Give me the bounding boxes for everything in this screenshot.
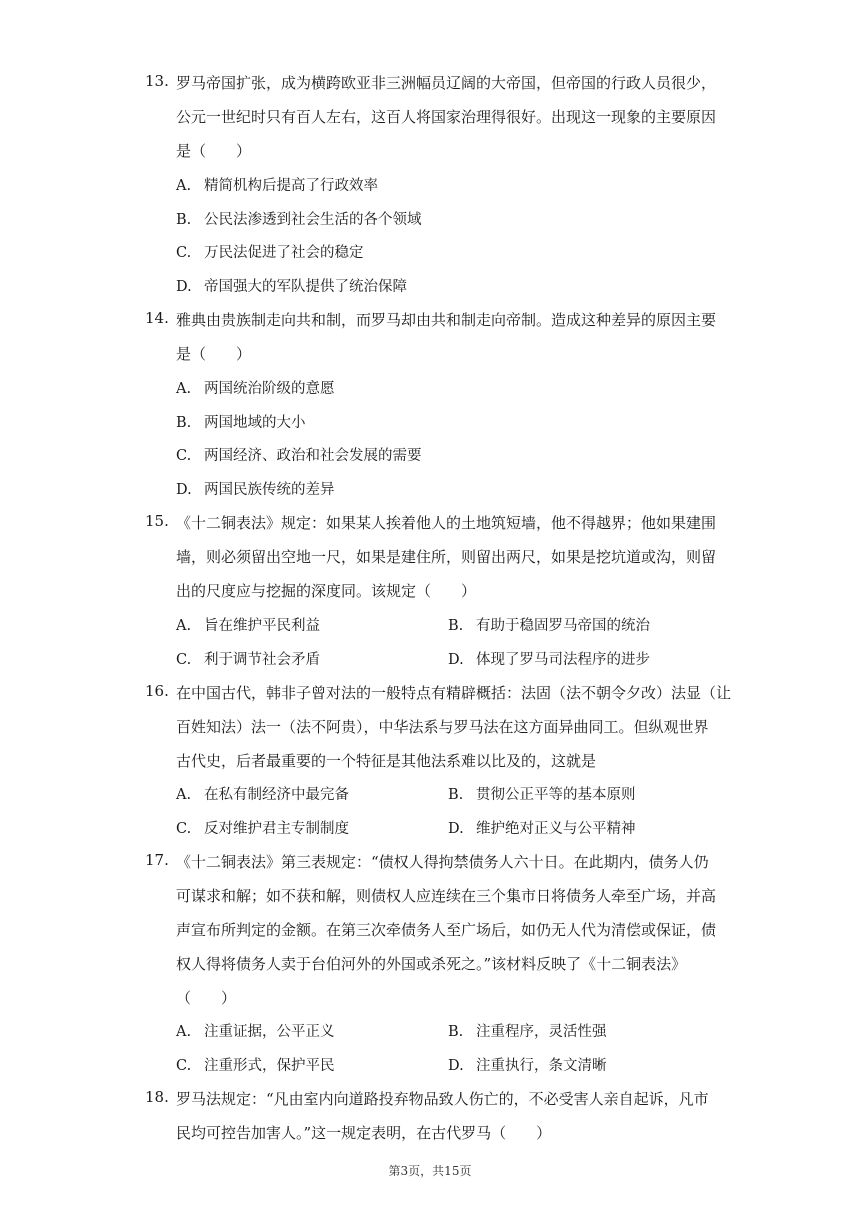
question-number: 13. — [145, 72, 169, 90]
option-a: A. 在私有制经济中最完备 — [176, 787, 349, 803]
question-stem-line: 民均可控告加害人。”这一规定表明，在古代罗马（ ） — [176, 1124, 552, 1142]
question-stem-line: 墙，则必须留出空地一尺，如果是建住所，则留出两尺，如果是挖坑道或沟，则留 — [176, 548, 717, 566]
question-stem-line: 罗马帝国扩张，成为横跨欧亚非三洲幅员辽阔的大帝国，但帝国的行政人员很少， — [176, 74, 717, 92]
question-stem-line: 声宣布所判定的金额。在第三次牵债务人至广场后，如仍无人代为清偿或保证，债 — [176, 921, 717, 939]
question-stem-line: 百姓知法）法一（法不阿贵），中华法系与罗马法在这方面异曲同工。但纵观世界 — [176, 718, 709, 736]
question-stem-line: 在中国古代，韩非子曾对法的一般特点有精辟概括：法固（法不朝令夕改）法显（让 — [176, 684, 732, 702]
question-stem-line: 出的尺度应与挖掘的深度同。该规定（ ） — [176, 582, 477, 600]
option-d: D. 体现了罗马司法程序的进步 — [448, 652, 650, 668]
question-stem-line: 古代史，后者最重要的一个特征是其他法系难以比及的，这就是 — [176, 752, 597, 770]
question-number: 15. — [145, 512, 169, 530]
question-stem-line: （ ） — [176, 989, 237, 1007]
question-stem-line: 公元一世纪时只有百人左右，这百人将国家治理得很好。出现这一现象的主要原因 — [176, 108, 717, 126]
option-d: D. 帝国强大的军队提供了统治保障 — [176, 279, 407, 295]
question-stem-line: 《十二铜表法》第三表规定：“债权人得拘禁债务人六十日。在此期内，债务人仍 — [176, 853, 709, 871]
option-c: C. 反对维护君主专制制度 — [176, 821, 349, 837]
option-c: C. 利于调节社会矛盾 — [176, 652, 320, 668]
option-b: B. 有助于稳固罗马帝国的统治 — [448, 618, 650, 634]
page-footer: 第3页，共15页 — [388, 1164, 472, 1178]
option-a: A. 两国统治阶级的意愿 — [176, 381, 335, 397]
question-stem-line: 《十二铜表法》规定：如果某人挨着他人的土地筑短墙，他不得越界；他如果建围 — [176, 514, 717, 532]
option-b: B. 注重程序，灵活性强 — [448, 1024, 607, 1040]
option-c: C. 万民法促进了社会的稳定 — [176, 245, 364, 261]
option-a: A. 旨在维护平民利益 — [176, 618, 320, 634]
question-stem-line: 罗马法规定：“凡由室内向道路投弃物品致人伤亡的，不必受害人亲自起诉，凡市 — [176, 1090, 709, 1108]
option-c: C. 两国经济、政治和社会发展的需要 — [176, 448, 422, 464]
option-b: B. 两国地域的大小 — [176, 415, 306, 431]
question-stem-line: 是（ ） — [176, 345, 252, 363]
question-number: 17. — [145, 851, 169, 869]
question-number: 18. — [145, 1088, 169, 1106]
option-a: A. 注重证据，公平正义 — [176, 1024, 335, 1040]
question-number: 16. — [145, 682, 169, 700]
option-b: B. 贯彻公正平等的基本原则 — [448, 787, 636, 803]
option-a: A. 精简机构后提高了行政效率 — [176, 178, 378, 194]
option-d: D. 维护绝对正义与公平精神 — [448, 821, 636, 837]
option-b: B. 公民法渗透到社会生活的各个领域 — [176, 212, 422, 228]
question-number: 14. — [145, 309, 169, 327]
question-stem-line: 权人得将债务人卖于台伯河外的外国或杀死之。”该材料反映了《十二铜表法》 — [176, 955, 687, 973]
question-stem-line: 是（ ） — [176, 142, 252, 160]
option-d: D. 注重执行，条文清晰 — [448, 1058, 607, 1074]
option-c: C. 注重形式，保护平民 — [176, 1058, 335, 1074]
option-d: D. 两国民族传统的差异 — [176, 482, 335, 498]
question-stem-line: 雅典由贵族制走向共和制，而罗马却由共和制走向帝制。造成这种差异的原因主要 — [176, 311, 717, 329]
question-stem-line: 可谋求和解；如不获和解，则债权人应连续在三个集市日将债务人牵至广场，并高 — [176, 887, 717, 905]
